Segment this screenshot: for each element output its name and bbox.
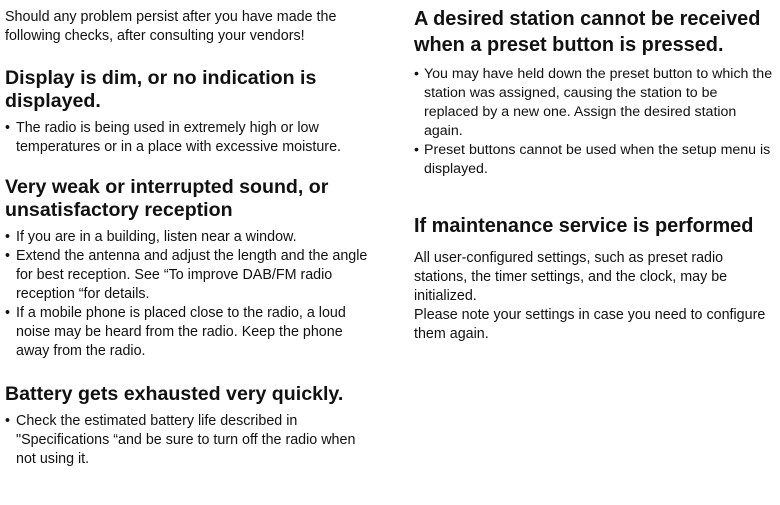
list-item [5, 228, 377, 247]
bullet-list-battery [5, 412, 377, 469]
heading-battery: Battery gets exhausted very quickly. [5, 383, 344, 405]
list-item [5, 304, 377, 361]
paragraph-note-settings: Please note your settings in case you need to configure them again. [414, 307, 766, 342]
heading-weak-sound: Very weak or interrupted sound, or unsatisfactory reception [5, 176, 329, 221]
heading-preset-station: A desired station cannot be received when a preset button is pressed. [414, 8, 761, 56]
paragraph-settings-initialized: All user-configured settings, such as preset radio stations, the timer settings, and the clock, may be initialized. [414, 250, 728, 304]
list-item [5, 247, 377, 304]
bullet-list-weak-sound [5, 228, 377, 361]
list-item-text: You may have held down the preset button to which the station was assigned, causing the station to be replaced by a new one. Assign the desired station again. [424, 66, 773, 139]
heading-maintenance: If maintenance service is performed [414, 215, 754, 237]
bullet-icon: • [5, 413, 11, 429]
left-column [5, 0, 377, 469]
bullet-icon: • [5, 305, 11, 321]
bullet-icon: • [5, 248, 11, 264]
list-item [414, 65, 774, 141]
bullet-icon: • [414, 66, 419, 82]
list-item-text: If you are in a building, listen near a window. [16, 229, 297, 245]
bullet-list-preset-station [414, 65, 774, 179]
heading-display-dim: Display is dim, or no indication is displayed. [5, 67, 317, 112]
bullet-icon: • [5, 229, 11, 245]
list-item-text: Preset buttons cannot be used when the setup menu is displayed. [424, 142, 771, 177]
list-item-text: The radio is being used in extremely high or low temperatures or in a place with excessive moisture. [16, 120, 341, 155]
list-item [414, 141, 774, 179]
list-item [5, 119, 377, 157]
list-item-text: If a mobile phone is placed close to the radio, a loud noise may be heard from the radio. Keep the phone away from the radio. [16, 305, 346, 359]
list-item-text: Check the estimated battery life described in "Specifications “and be sure to turn off the radio when not using it. [16, 413, 356, 467]
list-item-text: Extend the antenna and adjust the length and the angle for best reception. See “To improve DAB/FM radio reception “for details. [16, 248, 368, 302]
bullet-icon: • [5, 120, 11, 136]
intro-text: Should any problem persist after you have made the following checks, after consulting your vendors! [5, 9, 337, 44]
bullet-list-display-dim [5, 119, 377, 157]
bullet-icon: • [414, 142, 419, 158]
right-column [414, 0, 774, 344]
list-item [5, 412, 377, 469]
